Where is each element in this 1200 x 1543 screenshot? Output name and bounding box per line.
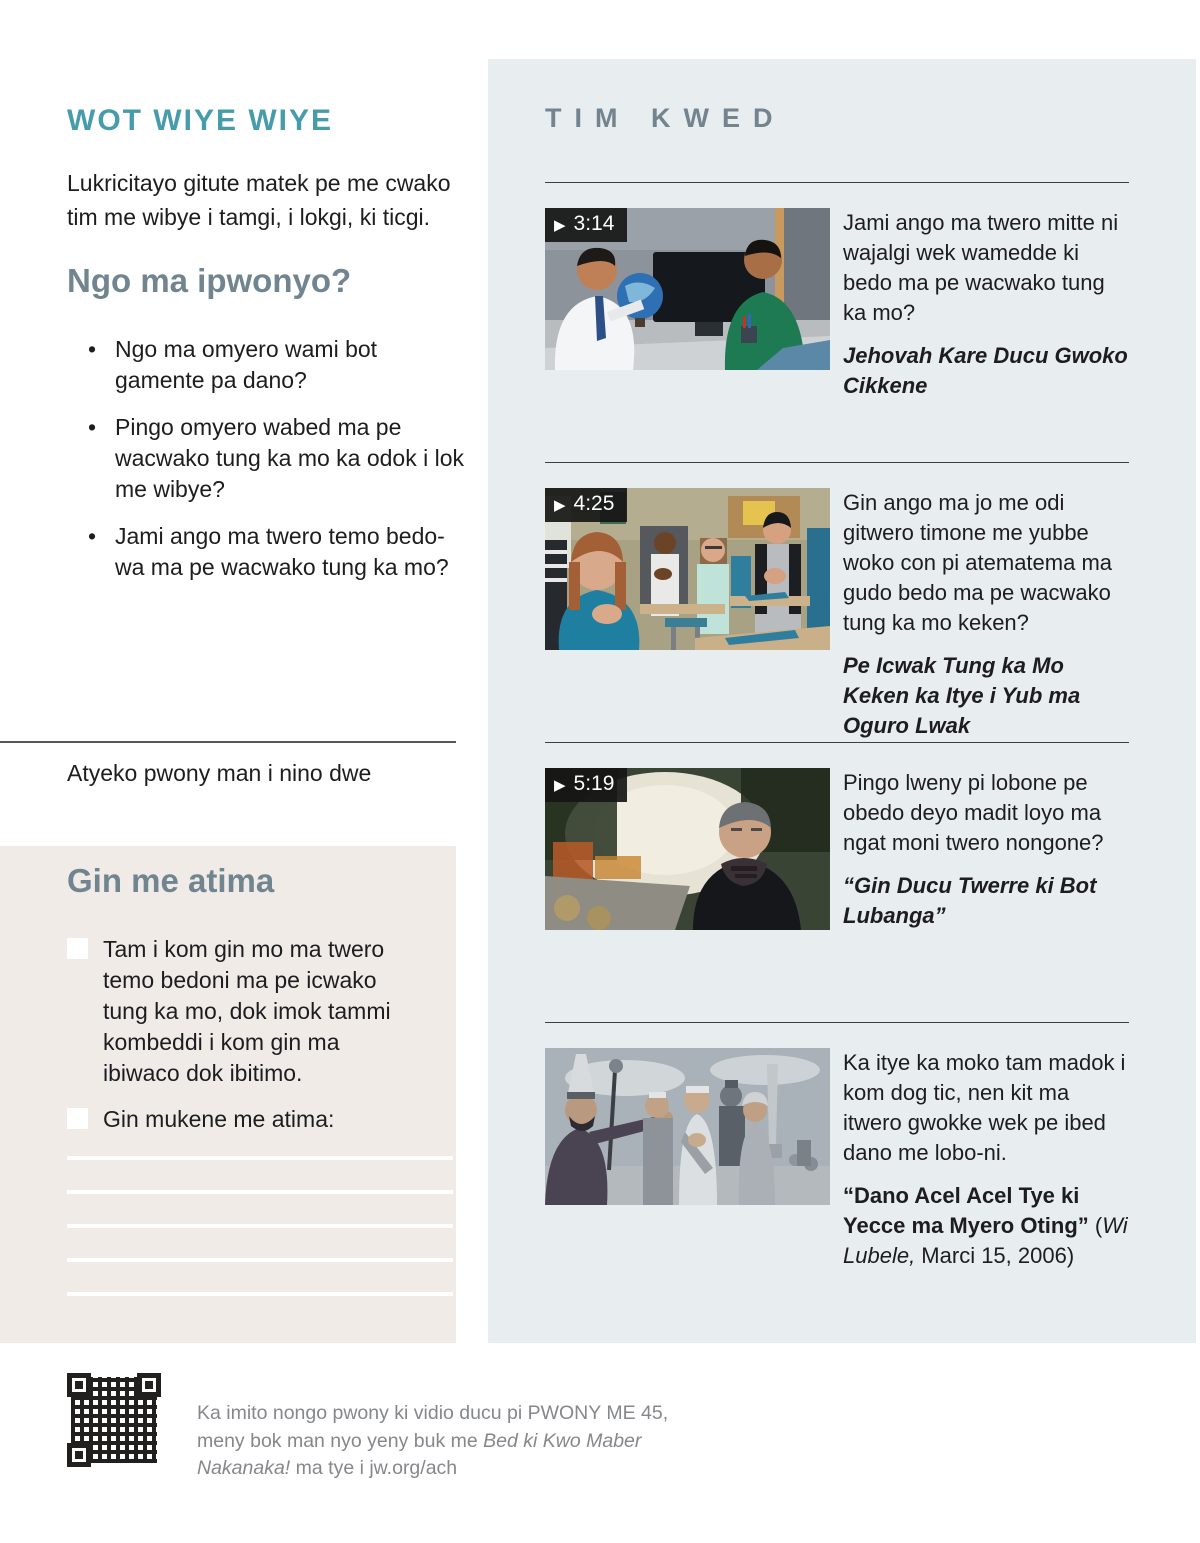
what-learned-heading: Ngo ma ipwonyo?: [67, 262, 352, 299]
writing-lines: [67, 1156, 453, 1326]
list-item: • Ngo ma omyero wami bot gamente pa dano?: [88, 334, 466, 396]
qr-caption: [197, 1400, 669, 1483]
entry-question: Pingo lweny pi lobone pe obedo deyo madit loyo ma ngat moni twero nongone?: [843, 770, 1104, 855]
divider: [0, 741, 456, 743]
action-item-label: Tam i kom gin mo ma twero temo bedoni ma pe icwako tung ka mo, dok imok tammi kombeddi i kom gin ma ibiwaco dok ibitimo.: [103, 936, 391, 1086]
entry-question: Ka itye ka moko tam madok i kom dog tic, nen kit ma itwero gwokke wek pe ibed dano me lobo-ni.: [843, 1050, 1126, 1165]
qr-finder-icon: [67, 1373, 91, 1397]
video-duration-badge: [545, 488, 627, 522]
video-thumbnail-office-scene[interactable]: [545, 208, 830, 370]
source-date: Marci 15, 2006): [915, 1243, 1075, 1268]
action-item-label: Gin mukene me atima:: [103, 1106, 335, 1132]
entry-question: Gin ango ma jo me odi gitwero timone me yubbe woko con pi atematema ma gudo bedo ma pe wacwako tung ka mo keken?: [843, 490, 1113, 635]
qr-caption-end: ma tye i jw.org/ach: [290, 1457, 458, 1479]
video-duration-badge: [545, 208, 627, 242]
video-duration: 5:19: [573, 772, 615, 795]
qr-finder-icon: [137, 1373, 161, 1397]
illustration-three-hebrews: [545, 1048, 830, 1205]
action-item: [67, 934, 419, 1089]
qr-caption-book-title: Bed ki Kwo Maber Nakanaka!: [197, 1429, 642, 1479]
article-entry: [545, 1022, 1129, 1271]
writing-line[interactable]: [67, 1258, 453, 1262]
article-title-bold: “Dano Acel Acel Tye ki Yecce ma Myero Oting”: [843, 1183, 1089, 1238]
walk-in-wisdom-heading: WOT WIYE WIYE: [67, 104, 333, 137]
action-item: [67, 1104, 419, 1135]
entry-question: Jami ango ma twero mitte ni wajalgi wek wamedde ki bedo ma pe wacwako tung ka mo?: [843, 210, 1119, 325]
writing-line[interactable]: [67, 1156, 453, 1160]
action-box: [0, 846, 456, 1343]
video-duration: 3:14: [573, 212, 615, 235]
qr-code[interactable]: [67, 1373, 161, 1467]
video-entry: [545, 462, 1129, 741]
video-entry: [545, 182, 1129, 401]
checkbox[interactable]: [67, 938, 88, 959]
intro-text: Lukricitayo gitute matek pe me cwako tim me wibye i tamgi, i lokgi, ki ticgi.: [67, 170, 451, 230]
list-item: • Jami ango ma twero temo bedo-wa ma pe wacwako tung ka mo?: [88, 521, 466, 583]
play-icon: ▶: [554, 496, 566, 514]
video-title: Jehovah Kare Ducu Gwoko Cikkene: [843, 343, 1128, 398]
video-entry: [545, 742, 1129, 931]
tim-kwed-heading: TIM KWED: [545, 103, 786, 133]
qr-finder-icon: [67, 1443, 91, 1467]
qr-caption-start: Ka imito nongo pwony ki vidio ducu pi PWONY ME 45, meny bok man nyo yeny buk me: [197, 1402, 669, 1452]
writing-line[interactable]: [67, 1224, 453, 1228]
bible-illustration-art: [545, 1048, 830, 1205]
video-duration-badge: [545, 768, 627, 802]
writing-line[interactable]: [67, 1190, 453, 1194]
video-thumbnail-man-outdoors[interactable]: [545, 768, 830, 930]
source-prefix: (: [1088, 1213, 1103, 1238]
article-title: [843, 1181, 1129, 1271]
list-item: • Pingo omyero wabed ma pe wacwako tung ka mo ka odok i lok me wibye?: [88, 412, 466, 505]
video-duration: 4:25: [573, 492, 615, 515]
video-title: “Gin Ducu Twerre ki Bot Lubanga”: [843, 873, 1097, 928]
video-thumbnail-classroom-scene[interactable]: [545, 488, 830, 650]
review-questions-list: [88, 334, 466, 599]
checkbox[interactable]: [67, 1108, 88, 1129]
completion-note: Atyeko pwony man i nino dwe: [67, 760, 372, 786]
source-publication: Wi Lubele,: [843, 1213, 1128, 1268]
action-box-title: Gin me atima: [67, 862, 275, 899]
video-title: Pe Icwak Tung ka Mo Keken ka Itye i Yub ma Oguro Lwak: [843, 653, 1081, 738]
writing-line[interactable]: [67, 1292, 453, 1296]
play-icon: ▶: [554, 216, 566, 234]
play-icon: ▶: [554, 776, 566, 794]
review-panel: [488, 59, 1196, 1343]
